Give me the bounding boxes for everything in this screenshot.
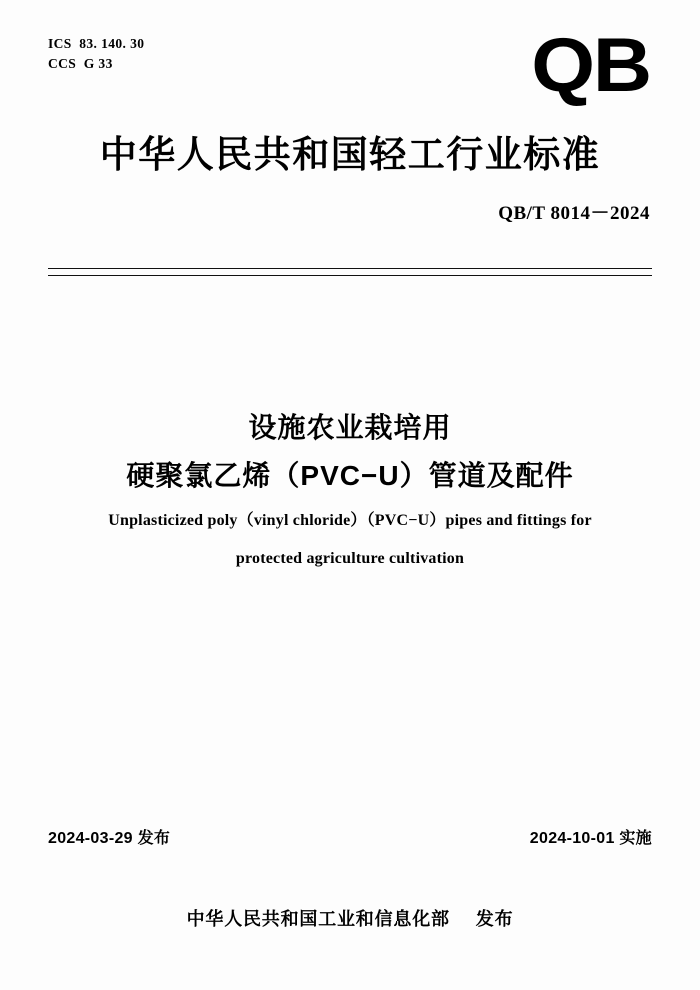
document-title-cn [0, 404, 700, 500]
issuer-name: 中华人民共和国工业和信息化部 [186, 909, 450, 929]
qb-logo: QB [531, 23, 650, 108]
ics-code: ICS 83. 140. 30 [48, 36, 145, 51]
issuer-action: 发布 [475, 909, 514, 929]
date-row [48, 825, 652, 848]
standard-number: QB/T 8014－2024 [498, 203, 650, 224]
document-title-en-line2: protected agriculture cultivation [235, 550, 465, 567]
divider-bottom [48, 275, 652, 276]
divider-top [48, 268, 652, 269]
document-title-en-line1: Unplasticized poly（vinyl chloride）（PVC−U）pipes and fittings for [108, 512, 592, 529]
issuer-line [0, 905, 700, 931]
issue-date: 2024-03-29 发布 [48, 830, 171, 847]
classification-codes [48, 34, 144, 74]
standard-series-title: 中华人民共和国轻工行业标准 [99, 134, 601, 175]
document-title-cn-line1: 设施农业栽培用 [248, 412, 452, 443]
document-title-cn-line2: 硬聚氯乙烯（PVC−U）管道及配件 [126, 460, 574, 491]
document-title-en [70, 502, 630, 578]
effective-date: 2024-10-01 实施 [529, 830, 652, 847]
ccs-code: CCS G 33 [48, 56, 113, 71]
